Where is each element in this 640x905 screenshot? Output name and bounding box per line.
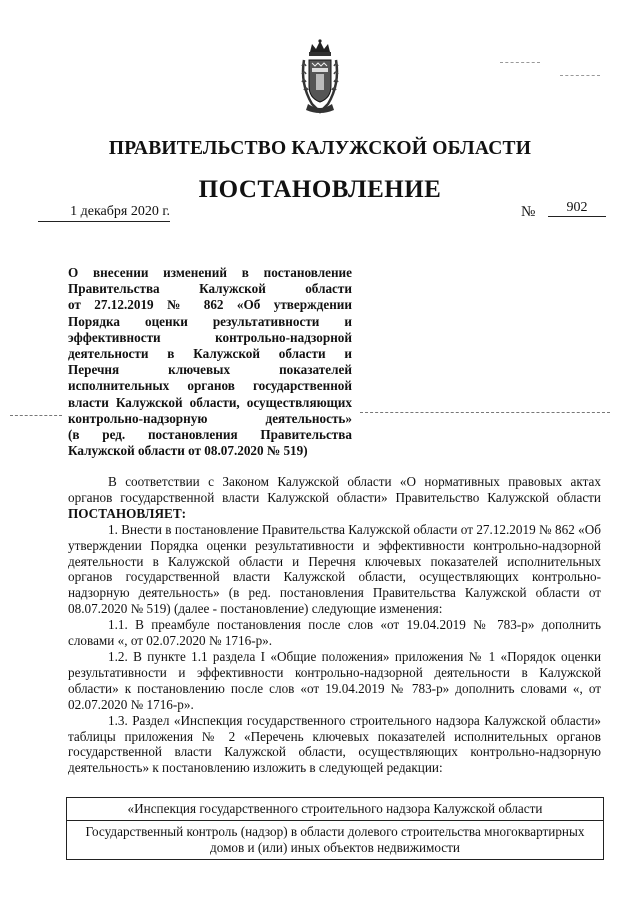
item-1-2-paragraph: 1.2. В пункте 1.1 раздела I «Общие положения» приложения № 1 «Порядок оценки результативности и эффективности контрольно-надзорной деятельности в Калужской области» к постановлению после слов «от 19.04.2019 № 783-р» дополнить словами «, от 02.07.2020 № 1716-р». (68, 648, 601, 712)
table-header-row: «Инспекция государственного строительного надзора Калужской области (127, 801, 543, 816)
subject-line: контрольно-надзорную деятельность» (68, 410, 352, 426)
subject-line: Перечня ключевых показателей (68, 362, 352, 378)
scan-artifact-line (360, 412, 610, 413)
preamble-text: В соответствии с Законом Калужской области «О нормативных правовых актах органов государственной власти Калужской области» Правительство Калужской области (68, 474, 601, 505)
scan-artifact-mark (560, 75, 600, 76)
document-subject (68, 265, 352, 459)
document-body (68, 474, 601, 776)
scan-artifact-mark (500, 62, 540, 63)
resolves-word: ПОСТАНОВЛЯЕТ (68, 505, 182, 521)
item-1-paragraph: 1. Внести в постановление Правительства Калужской области от 27.12.2019 № 862 «Об утверждении Порядка оценки результативности и эффективности контрольно-надзорной деятельности в Калужской области и Перечня ключевых показателей исполнительных органов государственной власти Калужской области, осуществляющих контрольно-надзорную деятельность» (в ред. постановления Правительства Калужской области от 08.07.2020 № 519) (далее - постановление) следующие изменения: (68, 521, 601, 617)
scan-artifact-line (10, 415, 62, 416)
subject-line: Калужской области от 08.07.2020 № 519) (68, 443, 308, 459)
document-type-title: ПОСТАНОВЛЕНИЕ (198, 176, 442, 203)
subject-line: от 27.12.2019 № 862 «Об утверждении (68, 297, 352, 313)
subject-line: деятельности в Калужской области и (68, 346, 352, 362)
document-number: 902 (548, 200, 606, 217)
subject-line: (в ред. постановления Правительства (68, 427, 352, 443)
subject-line: эффективности контрольно-надзорной (68, 329, 352, 345)
coat-of-arms-emblem (298, 38, 342, 116)
subject-line: О внесении изменений в постановление (68, 265, 352, 280)
item-1-1-paragraph: 1.1. В преамбуле постановления после слов «от 19.04.2019 № 783-р» дополнить словами «, от 02.07.2020 № 1716-р». (68, 617, 601, 649)
document-number-label: № (521, 204, 536, 220)
preamble-paragraph (68, 474, 601, 522)
inspection-table (66, 797, 604, 860)
document-date: 1 декабря 2020 г. (38, 204, 170, 222)
resolves-colon: : (181, 505, 187, 521)
subject-line: власти Калужской области, осуществляющих (68, 394, 352, 410)
subject-line: исполнительных органов государственной (68, 378, 352, 394)
item-1-3-paragraph: 1.3. Раздел «Инспекция государственного строительного надзора Калужской области» таблицы приложения № 2 «Перечень ключевых показателей исполнительных органов государственной власти Калужской области, осуществляющих контрольно-надзорную деятельность» к постановлению изложить в следующей редакции: (68, 712, 601, 776)
table-row: Государственный контроль (надзор) в области долевого строительства многоквартирных домов и (или) иных объектов недвижимости (67, 820, 603, 859)
government-title: ПРАВИТЕЛЬСТВО КАЛУЖСКОЙ ОБЛАСТИ (108, 138, 532, 159)
subject-line: Порядка оценки результативности и (68, 313, 352, 329)
subject-line: Правительства Калужской области (68, 281, 352, 297)
